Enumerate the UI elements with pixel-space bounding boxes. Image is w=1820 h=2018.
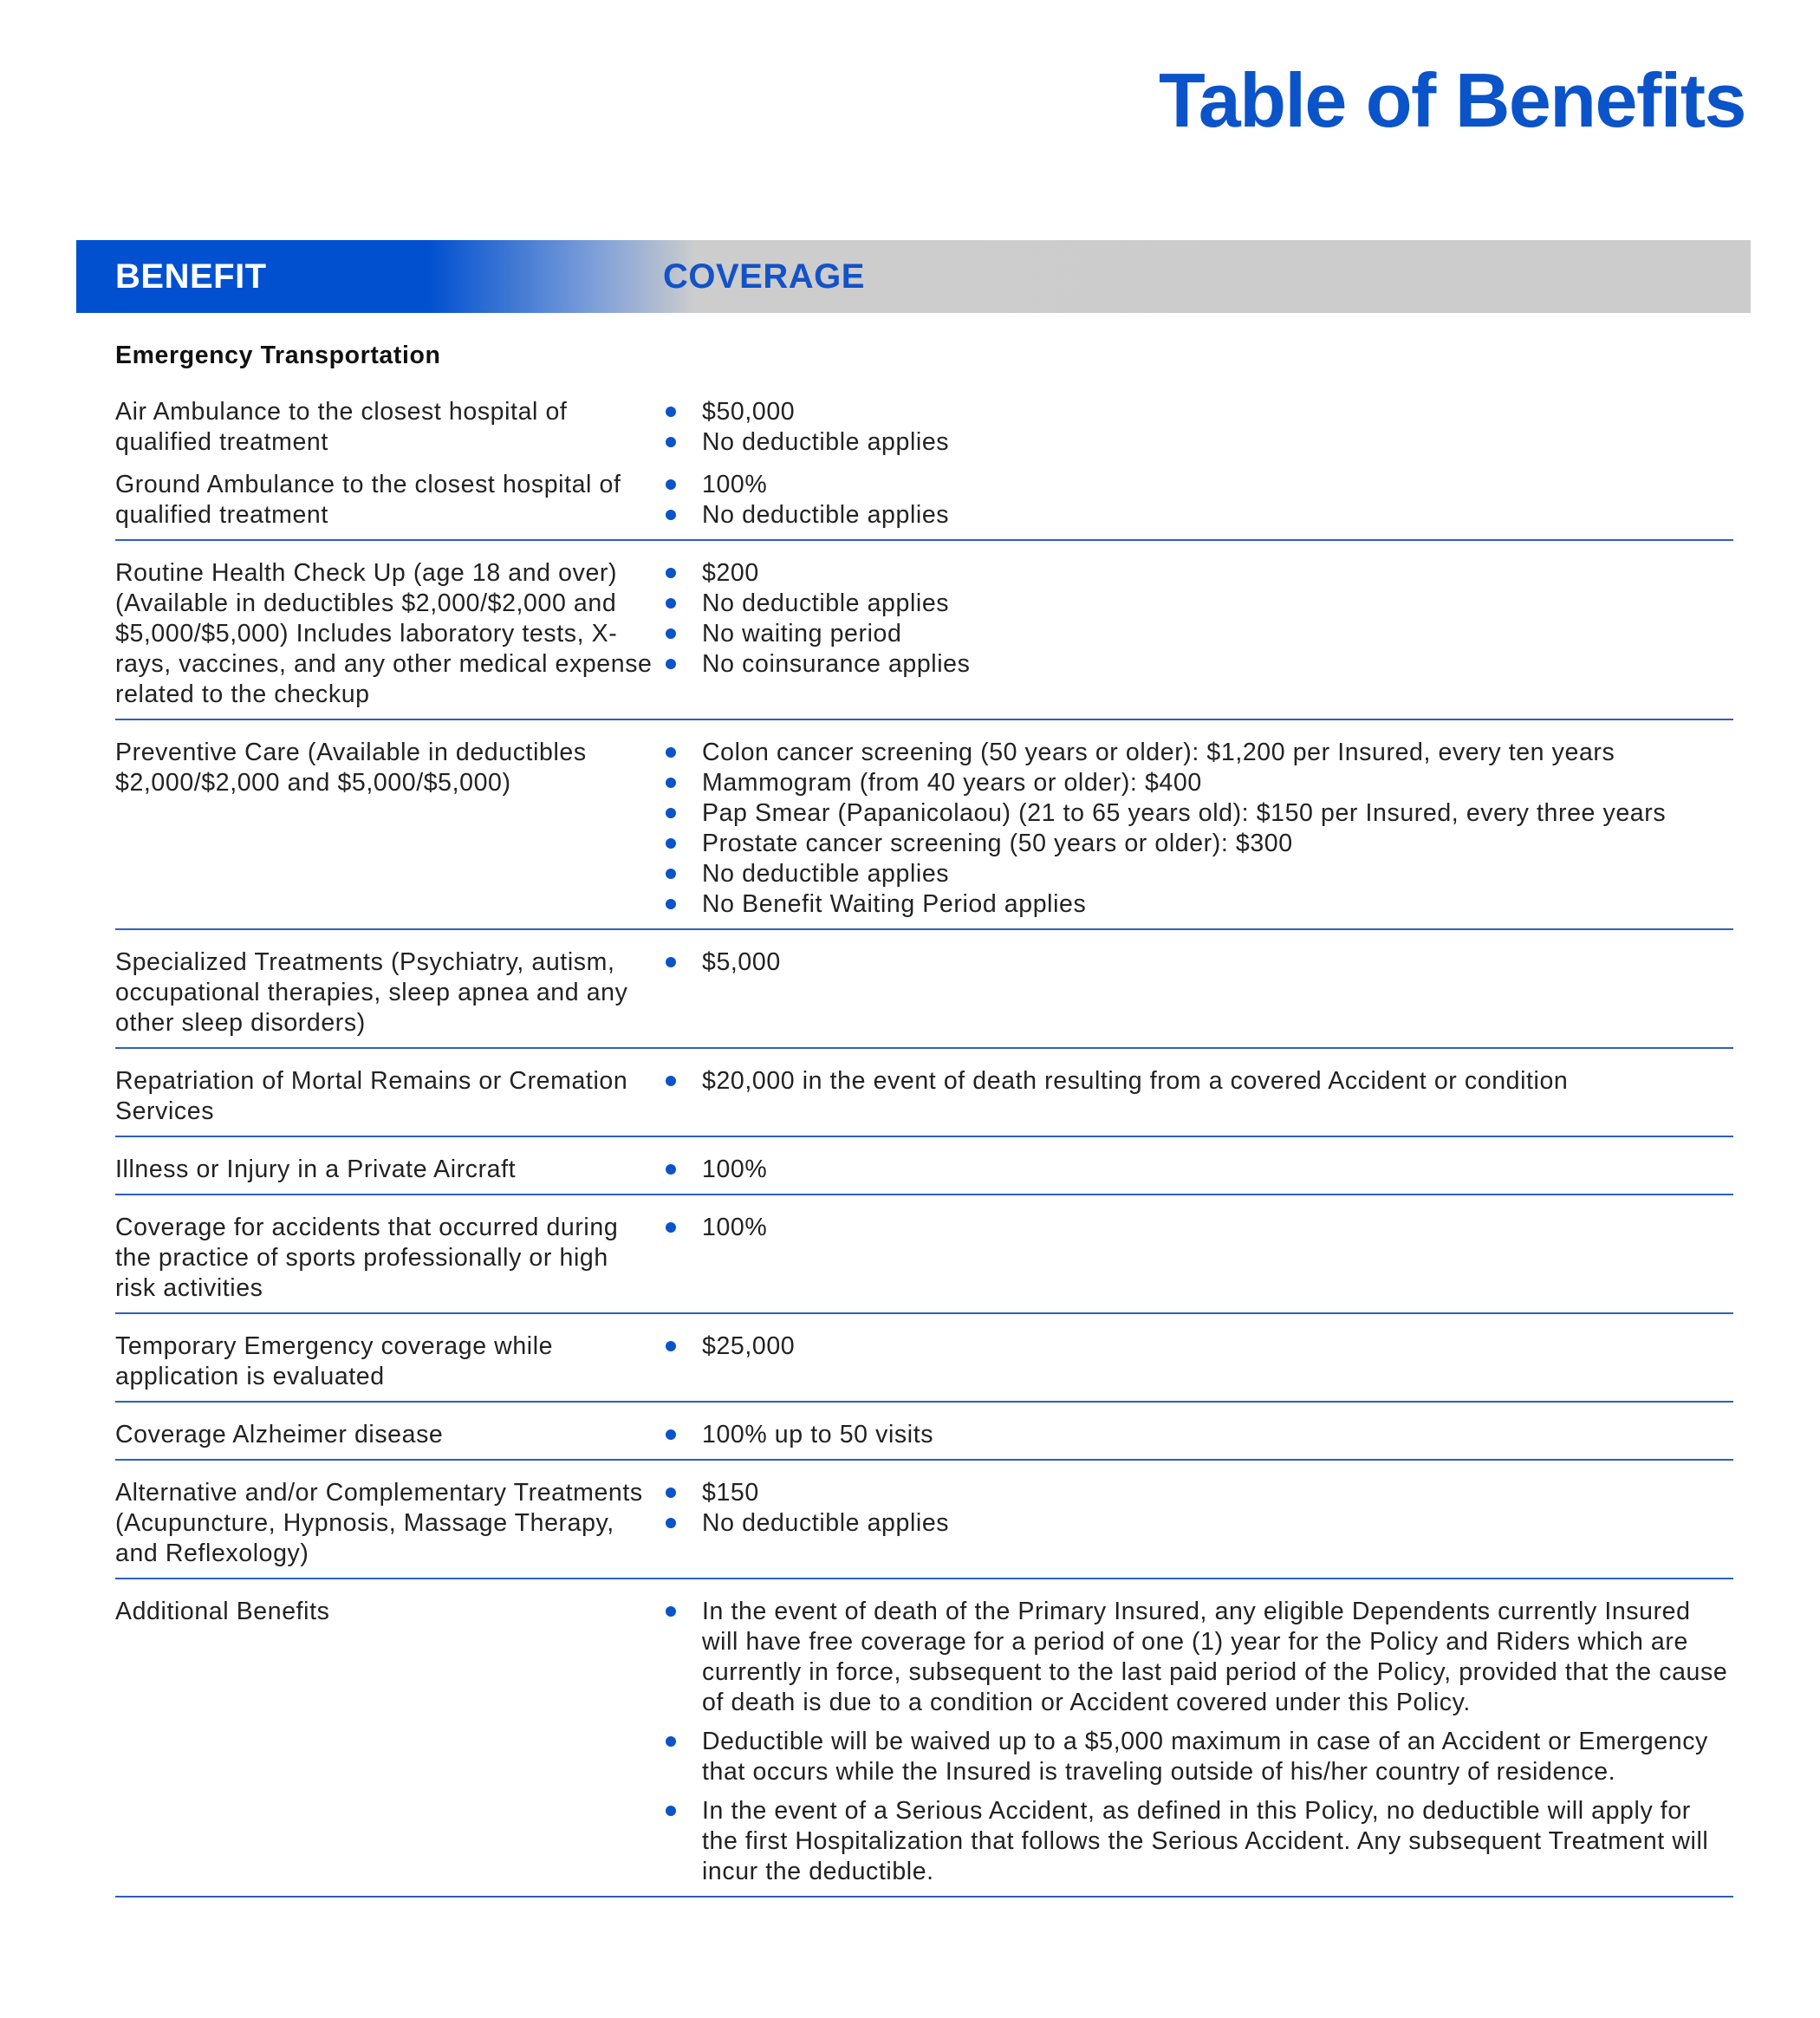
- coverage-item: $200: [663, 558, 1733, 589]
- coverage-item: No coinsurance applies: [663, 649, 1733, 680]
- coverage-list: [663, 1597, 1733, 1887]
- table-row: [115, 1195, 1733, 1314]
- coverage-list: [663, 738, 1733, 920]
- coverage-list: [663, 1213, 1733, 1304]
- coverage-item: 100%: [663, 470, 1733, 500]
- coverage-item: No waiting period: [663, 619, 1733, 649]
- coverage-item: 100%: [663, 1155, 1733, 1185]
- coverage-list: [663, 947, 1733, 1038]
- coverage-item: No deductible applies: [663, 1508, 1733, 1539]
- table-row: [115, 930, 1733, 1049]
- coverage-item: In the event of death of the Primary Insured, any eligible Dependents currently Insured will have free coverage for a period of one (1) year for the Policy and Riders which are currently in force, subsequent to the last paid period of the Policy, provided that the cause of death is due to a condition or Accident covered under this Policy.: [663, 1597, 1733, 1718]
- page-title: Table of Benefits: [1159, 57, 1745, 143]
- coverage-list: [663, 470, 1733, 531]
- coverage-item: $25,000: [663, 1331, 1733, 1362]
- coverage-item: No deductible applies: [663, 859, 1733, 889]
- table-row: [115, 1049, 1733, 1137]
- coverage-item: No deductible applies: [663, 500, 1733, 531]
- table-row: [115, 1579, 1733, 1898]
- coverage-list: [663, 1066, 1733, 1127]
- benefit-name: Coverage for accidents that occurred during the practice of sports professionally or high risk activities: [115, 1214, 619, 1302]
- coverage-list: [663, 1420, 1733, 1450]
- table-row: [115, 371, 1733, 458]
- benefit-rows: [115, 371, 1733, 1898]
- benefit-name: Repatriation of Mortal Remains or Cremation Services: [115, 1067, 628, 1125]
- benefit-name: Air Ambulance to the closest hospital of qualified treatment: [115, 398, 568, 456]
- benefits-table: [115, 341, 1733, 1898]
- coverage-item: No deductible applies: [663, 589, 1733, 619]
- table-row: [115, 1403, 1733, 1461]
- benefit-name: Alternative and/or Complementary Treatments (Acupuncture, Hypnosis, Massage Therapy, and Reflexology): [115, 1479, 643, 1567]
- coverage-list: [663, 1331, 1733, 1392]
- coverage-list: [663, 1478, 1733, 1569]
- coverage-item: Colon cancer screening (50 years or older): $1,200 per Insured, every ten years: [663, 738, 1733, 768]
- coverage-list: [663, 1155, 1733, 1185]
- benefit-name: Coverage Alzheimer disease: [115, 1421, 444, 1448]
- benefit-name: Illness or Injury in a Private Aircraft: [115, 1155, 517, 1183]
- benefit-name: Specialized Treatments (Psychiatry, autism, occupational therapies, sleep apnea and any other sleep disorders): [115, 948, 628, 1037]
- coverage-column-header: COVERAGE: [663, 257, 865, 296]
- coverage-item: Deductible will be waived up to a $5,000 maximum in case of an Accident or Emergency that occurs while the Insured is traveling outside of his/her country of residence.: [663, 1727, 1733, 1787]
- benefit-name: Temporary Emergency coverage while application is evaluated: [115, 1332, 554, 1390]
- benefit-name: Ground Ambulance to the closest hospital of qualified treatment: [115, 471, 621, 529]
- table-header: [76, 240, 1751, 313]
- table-row: [115, 720, 1733, 930]
- benefit-name: Routine Health Check Up (age 18 and over) (Available in deductibles $2,000/$2,000 and $5,000/$5,000) Includes laboratory tests, X-rays, vaccines, and any other medical expense related to the checkup: [115, 559, 653, 708]
- section-heading: Emergency Transportation: [115, 342, 441, 369]
- coverage-item: 100% up to 50 visits: [663, 1420, 1733, 1450]
- coverage-item: $20,000 in the event of death resulting from a covered Accident or condition: [663, 1066, 1733, 1097]
- benefit-column-header: BENEFIT: [115, 257, 267, 296]
- coverage-item: No Benefit Waiting Period applies: [663, 889, 1733, 920]
- benefit-name: Additional Benefits: [115, 1598, 330, 1625]
- coverage-item: Pap Smear (Papanicolaou) (21 to 65 years old): $150 per Insured, every three years: [663, 798, 1733, 829]
- benefit-name: Preventive Care (Available in deductibles $2,000/$2,000 and $5,000/$5,000): [115, 739, 587, 797]
- table-row: [115, 1137, 1733, 1195]
- coverage-item: Prostate cancer screening (50 years or older): $300: [663, 829, 1733, 859]
- coverage-list: [663, 397, 1733, 458]
- coverage-item: No deductible applies: [663, 427, 1733, 458]
- table-row: [115, 458, 1733, 541]
- coverage-item: $150: [663, 1478, 1733, 1508]
- table-row: [115, 1461, 1733, 1579]
- coverage-item: $5,000: [663, 947, 1733, 978]
- coverage-item: In the event of a Serious Accident, as defined in this Policy, no deductible will apply for the first Hospitalization that follows the Serious Accident. Any subsequent Treatment will incur the deductible.: [663, 1796, 1733, 1887]
- coverage-list: [663, 558, 1733, 710]
- coverage-item: 100%: [663, 1213, 1733, 1243]
- table-row: [115, 1314, 1733, 1403]
- coverage-item: Mammogram (from 40 years or older): $400: [663, 768, 1733, 798]
- table-row: [115, 541, 1733, 720]
- coverage-item: $50,000: [663, 397, 1733, 427]
